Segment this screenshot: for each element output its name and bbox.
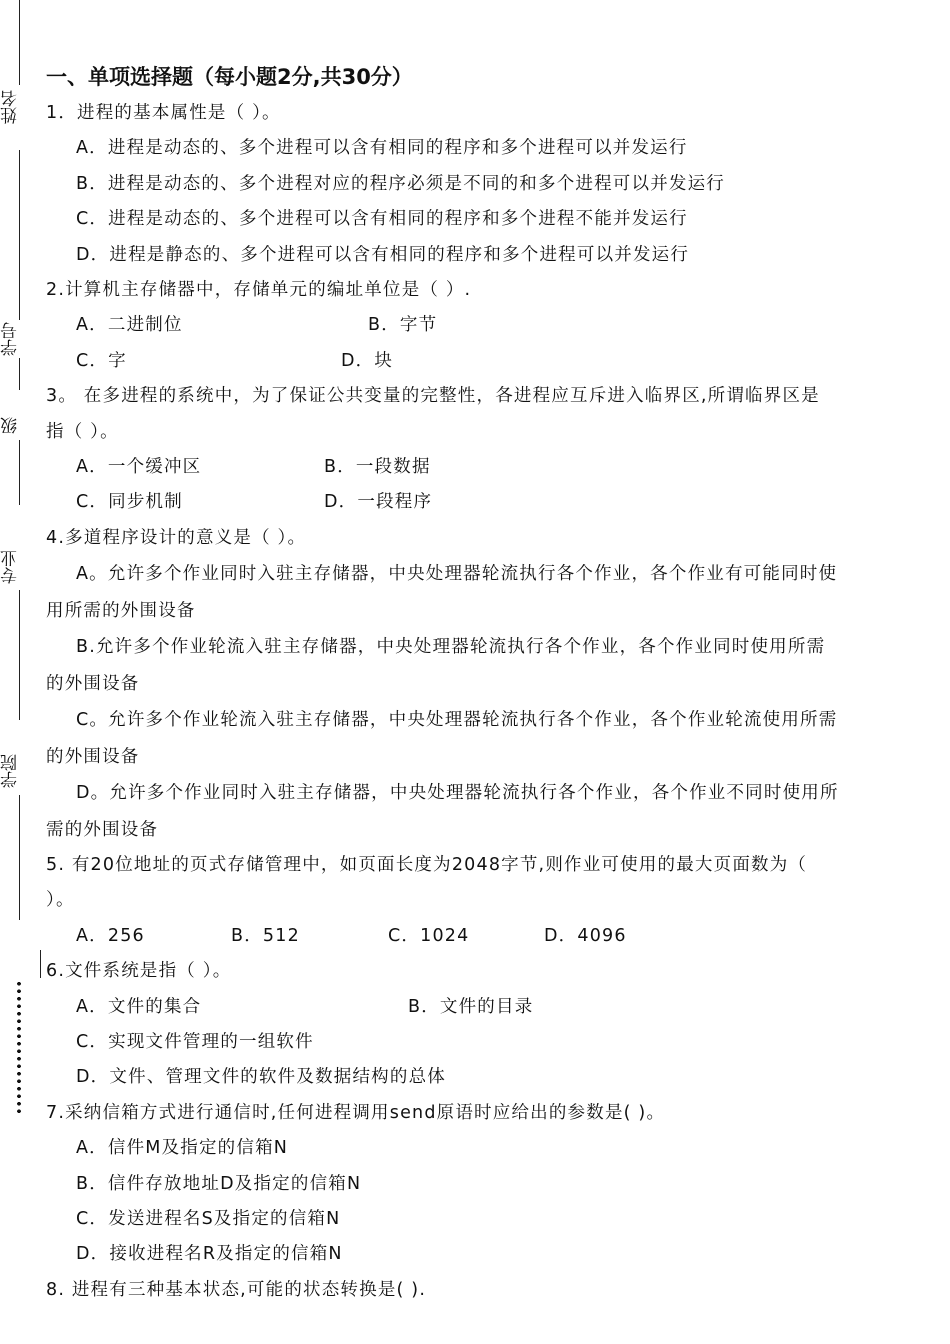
question-5-option-c: C．1024 bbox=[388, 925, 470, 946]
question-1-option-b: B．进程是动态的、多个进程对应的程序必须是不同的和多个进程可以并发运行 bbox=[76, 173, 726, 194]
question-5-option-a: A．256 bbox=[76, 925, 145, 946]
question-7-stem: 7.采纳信箱方式进行通信时,任何进程调用send原语时应给出的参数是( )。 bbox=[46, 1102, 666, 1123]
question-3-option-a: A．一个缓冲区 bbox=[76, 456, 202, 477]
question-1-option-a: A．进程是动态的、多个进程可以含有相同的程序和多个进程可以并发运行 bbox=[76, 138, 688, 159]
question-2-option-d: D．块 bbox=[341, 350, 394, 371]
question-5-options-row bbox=[46, 919, 926, 954]
margin-tick bbox=[40, 950, 41, 978]
question-2-option-c: C．字 bbox=[76, 350, 127, 371]
margin-line bbox=[19, 440, 20, 505]
question-2-options-row-1 bbox=[46, 308, 926, 343]
margin-line bbox=[19, 795, 20, 920]
question-7-option-b: B．信件存放地址D及指定的信箱N bbox=[76, 1173, 362, 1194]
question-4-option-b bbox=[46, 629, 926, 702]
question-4-option-a bbox=[46, 556, 926, 629]
question-6-option-a: A．文件的集合 bbox=[76, 996, 202, 1017]
question-3-options-row-1 bbox=[46, 450, 926, 485]
question-8-stem: 8. 进程有三种基本状态,可能的状态转换是( ). bbox=[46, 1279, 427, 1300]
question-7-option-c: C．发送进程名S及指定的信箱N bbox=[76, 1208, 341, 1229]
binding-margin bbox=[0, 0, 40, 1344]
question-3-option-d: D．一段程序 bbox=[324, 492, 433, 513]
question-3-stem-line-2: 指（ ）。 bbox=[46, 421, 119, 442]
margin-line bbox=[19, 0, 20, 85]
question-1-stem: 1．进程的基本属性是（ ）。 bbox=[46, 103, 281, 123]
question-3-option-c: C．同步机制 bbox=[76, 492, 183, 513]
margin-label-name: 姓名 bbox=[1, 90, 21, 124]
question-4-stem: 4.多道程序设计的意义是（ ）。 bbox=[46, 527, 307, 548]
question-3-options-row-2 bbox=[46, 485, 926, 520]
question-4-option-b-line-1: B.允许多个作业轮流入驻主存储器，中央处理器轮流执行各个作业，各个作业同时使用所需 bbox=[76, 637, 826, 658]
question-5-stem-line-1: 5. 有20位地址的页式存储管理中，如页面长度为2048字节,则作业可使用的最大页面数为（ bbox=[46, 855, 808, 876]
margin-line bbox=[19, 590, 20, 720]
question-6-option-c: C．实现文件管理的一组软件 bbox=[76, 1032, 314, 1053]
question-2-option-b: B．字节 bbox=[368, 315, 438, 336]
question-6-option-b: B．文件的目录 bbox=[408, 996, 534, 1017]
question-4-option-d-line-1: D。允许多个作业同时入驻主存储器，中央处理器轮流执行各个作业，各个作业不同时使用所 bbox=[76, 783, 839, 804]
question-2-options-row-2 bbox=[46, 344, 926, 379]
section-title: 一、单项选择题（每小题2分,共30分） bbox=[46, 65, 413, 89]
margin-label-college: 学院 bbox=[1, 754, 21, 788]
question-6-option-d: D．文件、管理文件的软件及数据结构的总体 bbox=[76, 1067, 446, 1088]
margin-label-student-id: 学号 bbox=[1, 322, 21, 356]
question-5-option-d: D．4096 bbox=[544, 925, 627, 946]
margin-label-class: 级 bbox=[1, 417, 21, 434]
question-6-stem: 6.文件系统是指（ ）。 bbox=[46, 961, 232, 982]
margin-label-major: 专业 bbox=[1, 550, 21, 584]
question-1-option-d: D．进程是静态的、多个进程可以含有相同的程序和多个进程可以并发运行 bbox=[76, 244, 690, 265]
question-4-option-c bbox=[46, 702, 926, 775]
question-3-stem-line-1: 3。 在多进程的系统中，为了保证公共变量的完整性，各进程应互斥进入临界区,所谓临界区是 bbox=[46, 386, 820, 407]
question-5-option-b: B．512 bbox=[231, 925, 300, 946]
question-6-options-row-1 bbox=[46, 990, 926, 1025]
question-4-option-c-line-2: 的外围设备 bbox=[46, 746, 140, 767]
question-3-option-b: B．一段数据 bbox=[324, 456, 431, 477]
question-4-option-c-line-1: C。允许多个作业轮流入驻主存储器，中央处理器轮流执行各个作业，各个作业轮流使用所需 bbox=[76, 710, 838, 731]
question-2-option-a: A．二进制位 bbox=[76, 315, 183, 336]
question-4-option-d bbox=[46, 775, 926, 848]
margin-line bbox=[19, 150, 20, 320]
question-4-option-a-line-2: 用所需的外围设备 bbox=[46, 600, 196, 621]
question-4-option-d-line-2: 需的外围设备 bbox=[46, 819, 159, 840]
cut-line-dots bbox=[16, 980, 22, 1115]
question-7-option-a: A．信件M及指定的信箱N bbox=[76, 1138, 289, 1159]
question-1-option-c: C．进程是动态的、多个进程可以含有相同的程序和多个进程不能并发运行 bbox=[76, 209, 688, 230]
margin-line bbox=[19, 355, 20, 390]
question-4-option-a-line-1: A。允许多个作业同时入驻主存储器，中央处理器轮流执行各个作业，各个作业有可能同时使 bbox=[76, 564, 838, 585]
question-2-stem: 2.计算机主存储器中，存储单元的编址单位是（ ）. bbox=[46, 279, 472, 300]
question-7-option-d: D．接收进程名R及指定的信箱N bbox=[76, 1244, 343, 1265]
exam-content bbox=[46, 58, 926, 1308]
question-4-option-b-line-2: 的外围设备 bbox=[46, 673, 140, 694]
question-5-stem-line-2: ）。 bbox=[46, 890, 75, 911]
